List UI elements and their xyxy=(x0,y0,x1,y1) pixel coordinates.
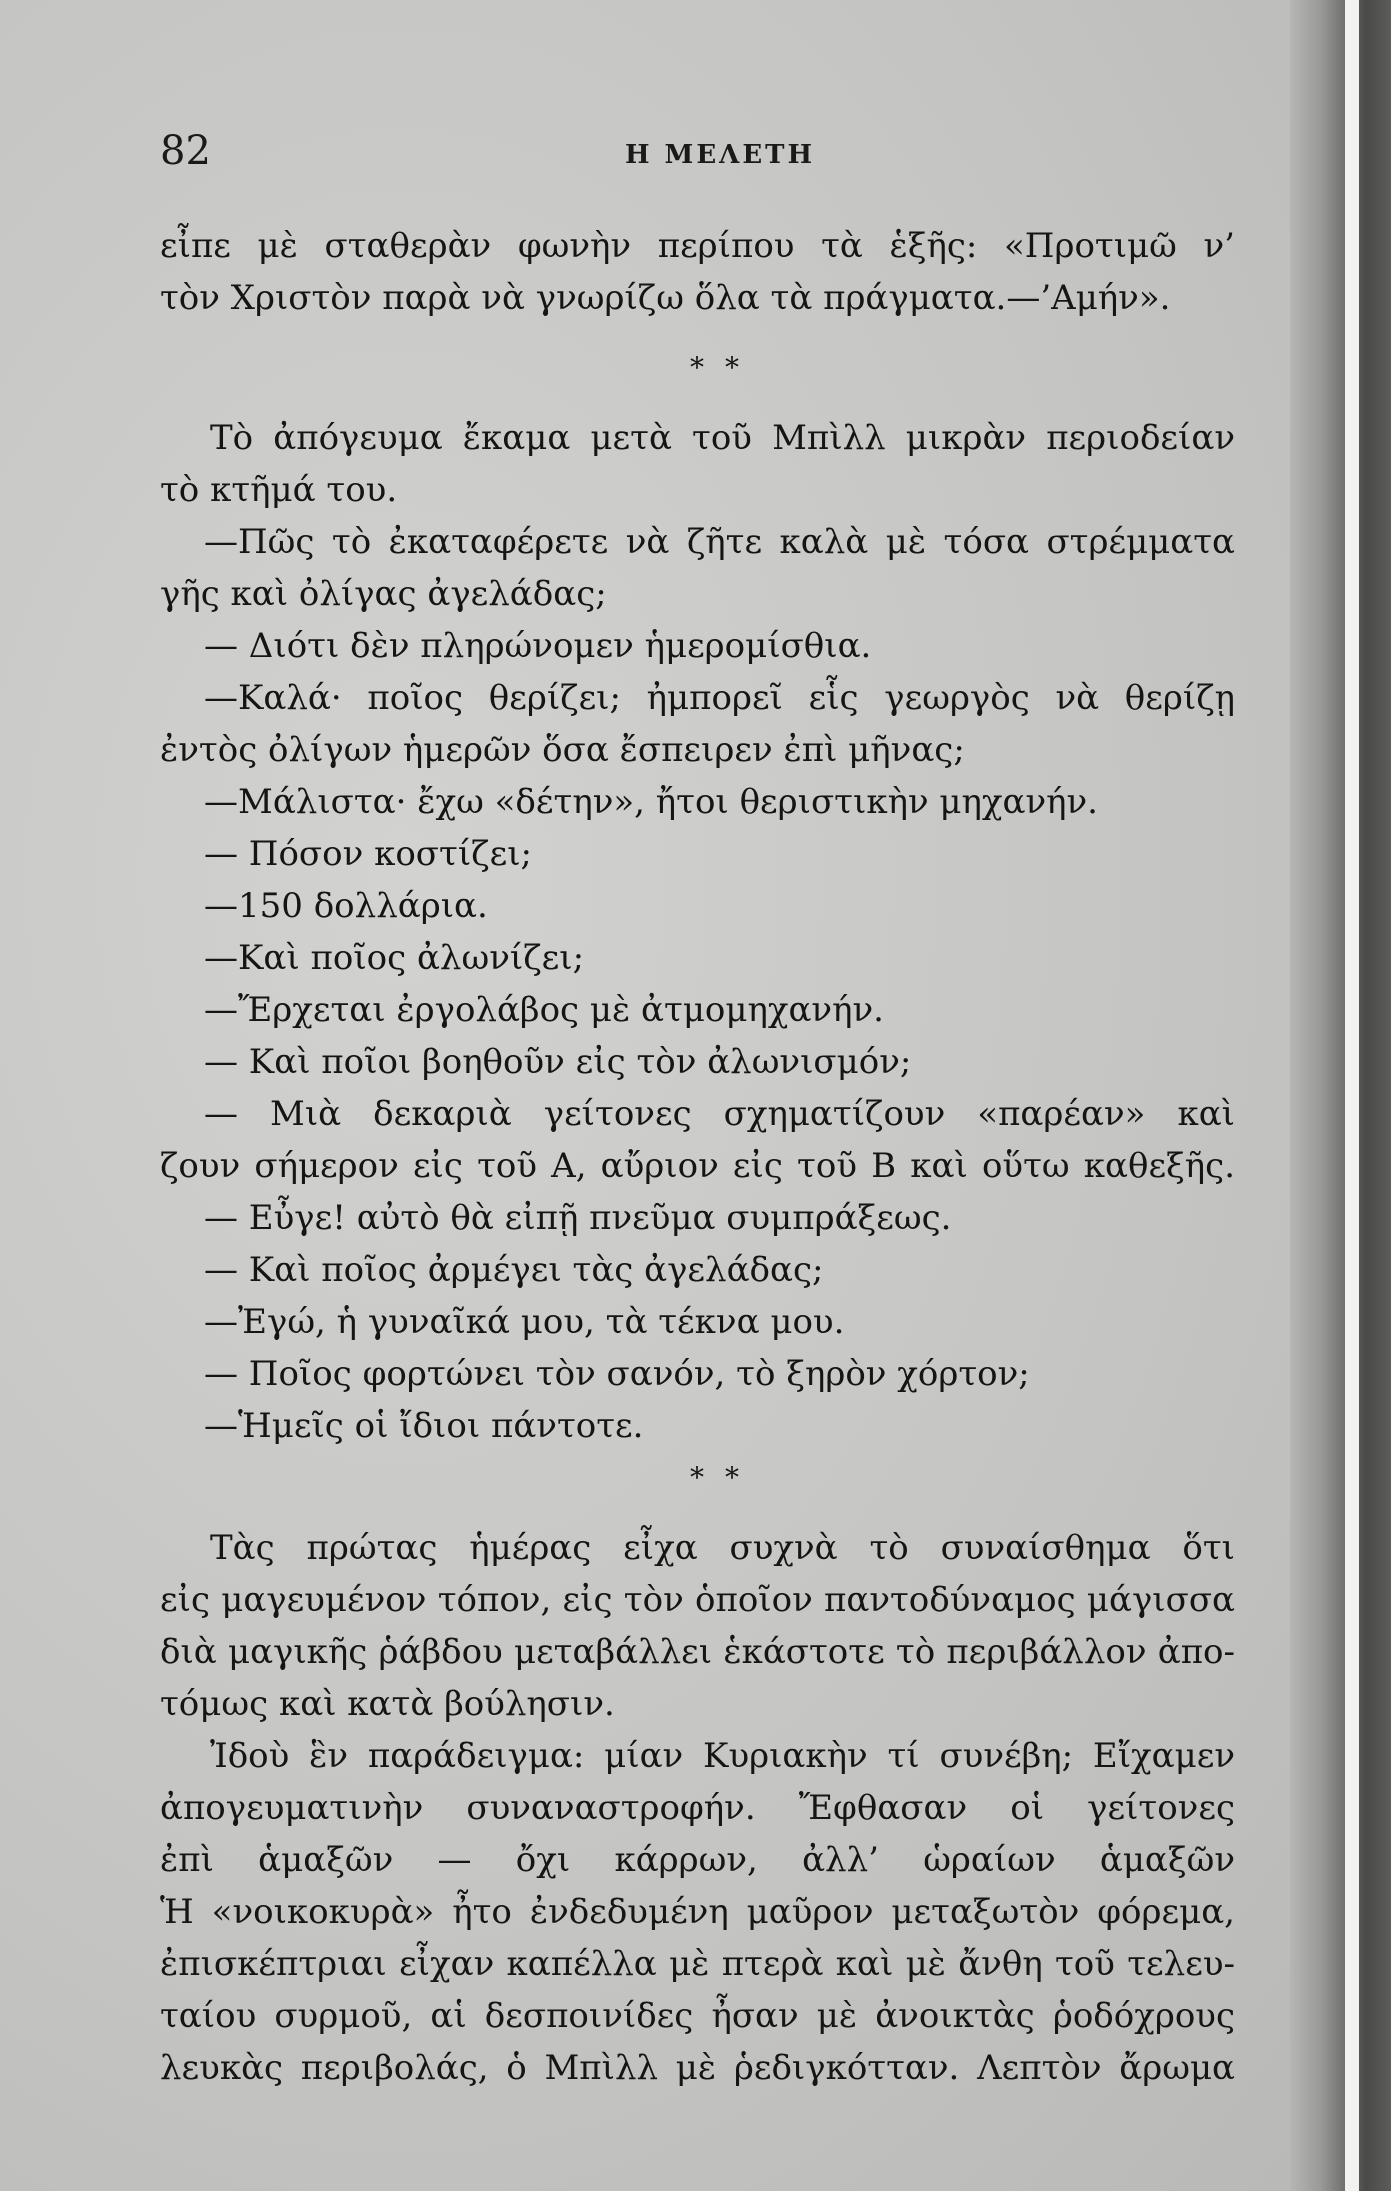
section-separator: * * xyxy=(690,1461,745,1494)
text-line: Ἡ «νοικοκυρὰ» ἦτο ἐνδεδυμένη μαῦρον μεταξωτὸν φόρεμα, xyxy=(160,1892,1235,1932)
text-line: Ἰδοὺ ἓν παράδειγμα: μίαν Κυριακὴν τί συνέβη; Εἴχαμεν xyxy=(210,1736,1235,1776)
dialogue-line: —Μάλιστα· ἔχω «δέτην», ἤτοι θεριστικὴν μηχανήν. xyxy=(204,782,1098,822)
dialogue-line: —Ἐγώ, ἡ γυναῖκά μου, τὰ τέκνα μου. xyxy=(204,1302,845,1342)
dialogue-line: — Ποῖος φορτώνει τὸν σανόν, τὸ ξηρὸν χόρτον; xyxy=(204,1354,1030,1394)
text-line: εἰς μαγευμένον τόπον, εἰς τὸν ὁποῖον παντοδύναμος μάγισσα xyxy=(160,1580,1235,1620)
text-line: διὰ μαγικῆς ῥάβδου μεταβάλλει ἑκάστοτε τὸ περιβάλλον ἀπο- xyxy=(160,1632,1235,1672)
text-line: τόμως καὶ κατὰ βούλησιν. xyxy=(160,1684,615,1724)
text-line: Τὰς πρώτας ἡμέρας εἶχα συχνὰ τὸ συναίσθημα ὅτι xyxy=(210,1528,1235,1568)
text-line: γῆς καὶ ὀλίγας ἀγελάδας; xyxy=(160,574,607,614)
dialogue-line: —Πῶς τὸ ἐκαταφέρετε νὰ ζῆτε καλὰ μὲ τόσα στρέμματα xyxy=(204,522,1235,562)
text-line: ἐπισκέπτριαι εἶχαν καπέλλα μὲ πτερὰ καὶ μὲ ἄνθη τοῦ τελευ- xyxy=(160,1944,1235,1984)
page-edge xyxy=(1345,0,1359,2191)
dialogue-line: — Καὶ ποῖοι βοηθοῦν εἰς τὸν ἀλωνισμόν; xyxy=(204,1042,912,1082)
dialogue-line: — Διότι δὲν πληρώνομεν ἡμερομίσθια. xyxy=(204,626,872,666)
book-spine-shadow xyxy=(1290,0,1391,2191)
text-line: ἐντὸς ὀλίγων ἡμερῶν ὅσα ἔσπειρεν ἐπὶ μῆνας; xyxy=(160,730,965,770)
text-line: Τὸ ἀπόγευμα ἔκαμα μετὰ τοῦ Μπὶλλ μικρὰν περιοδείαν xyxy=(210,418,1235,458)
text-line: λευκὰς περιβολάς, ὁ Μπὶλλ μὲ ῥεδιγκότταν. Λεπτὸν ἄρωμα xyxy=(160,2048,1235,2088)
dialogue-line: —Ἔρχεται ἐργολάβος μὲ ἀτμομηχανήν. xyxy=(204,990,884,1030)
page-body xyxy=(160,220,1235,2094)
dialogue-line: —Καὶ ποῖος ἀλωνίζει; xyxy=(204,938,585,978)
text-line: εἶπε μὲ σταθερὰν φωνὴν περίπου τὰ ἑξῆς: «Προτιμῶ ν’ xyxy=(160,226,1235,266)
dialogue-line: —Ἡμεῖς οἱ ἴδιοι πάντοτε. xyxy=(204,1406,644,1446)
page-header xyxy=(160,118,1280,178)
running-title: Η ΜΕΛΕΤΗ xyxy=(624,140,816,170)
section-separator: * * xyxy=(690,351,745,384)
dialogue-line: — Πόσον κοστίζει; xyxy=(204,834,532,874)
text-line: ζουν σήμερον εἰς τοῦ Α, αὔριον εἰς τοῦ Β καὶ οὕτω καθεξῆς. xyxy=(160,1146,1235,1186)
dialogue-line: — Μιὰ δεκαριὰ γείτονες σχηματίζουν «παρέαν» καὶ xyxy=(204,1094,1235,1134)
text-line: τὸ κτῆμά του. xyxy=(160,470,398,510)
dialogue-line: —150 δολλάρια. xyxy=(204,886,488,926)
dialogue-line: — Εὖγε! αὐτὸ θὰ εἰπῇ πνεῦμα συμπράξεως. xyxy=(204,1198,952,1238)
text-line: τὸν Χριστὸν παρὰ νὰ γνωρίζω ὅλα τὰ πράγματα.—’Αμήν». xyxy=(160,278,1171,318)
page-number: 82 xyxy=(160,128,211,174)
text-line: ταίου συρμοῦ, αἱ δεσποινίδες ἦσαν μὲ ἀνοικτὰς ῥοδόχρους xyxy=(160,1996,1235,2036)
text-line: ἀπογευματινὴν συναναστροφήν. Ἔφθασαν οἱ γείτονες xyxy=(160,1788,1235,1828)
text-line: ἐπὶ ἁμαξῶν — ὄχι κάρρων, ἀλλ’ ὡραίων ἁμαξῶν xyxy=(160,1840,1235,1880)
dialogue-line: — Καὶ ποῖος ἀρμέγει τὰς ἀγελάδας; xyxy=(204,1250,824,1290)
dialogue-line: —Καλά· ποῖος θερίζει; ἠμπορεῖ εἷς γεωργὸς νὰ θερίζῃ xyxy=(204,678,1235,718)
